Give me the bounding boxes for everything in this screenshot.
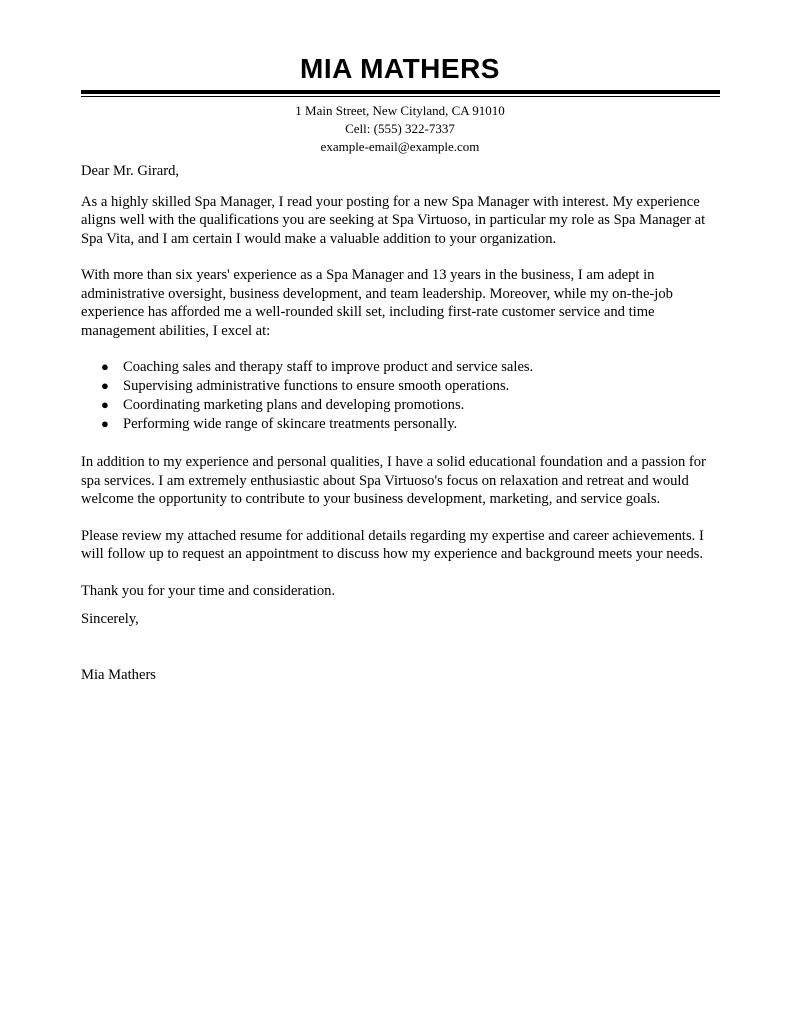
paragraph-followup: Please review my attached resume for additional details regarding my expertise and career achievements. I will follow up to request an appointment to discuss how my experience and background meets your needs. [81, 527, 704, 562]
paragraph-intro: As a highly skilled Spa Manager, I read your posting for a new Spa Manager with interest. My experience aligns well with the qualifications you are seeking at Spa Virtuoso, in particular my role as Spa Manager at Spa Vita, and I am certain I would make a valuable addition to your organization. [81, 193, 706, 247]
list-item-text: Performing wide range of skincare treatments personally. [123, 416, 458, 432]
contact-block [0, 102, 800, 156]
letter-body [81, 162, 726, 684]
paragraph-experience: With more than six years' experience as a Spa Manager and 13 years in the business, I am adept in administrative oversight, business development, and team leadership. Moreover, while my on-the-job experience has afforded me a well-rounded skill set, including first-rate customer service and time management abilities, I excel at: [81, 267, 673, 339]
phone-line: Cell: (555) 322-7337 [345, 121, 455, 136]
header-rule-thin [81, 96, 720, 97]
list-item [81, 377, 726, 396]
applicant-name-heading: MIA MATHERS [300, 53, 500, 84]
bullet-icon: ● [101, 378, 109, 393]
signature-name: Mia Mathers [81, 666, 156, 683]
bullet-icon: ● [101, 416, 109, 431]
list-item-text: Coordinating marketing plans and developing promotions. [123, 397, 465, 413]
list-item-text: Coaching sales and therapy staff to improve product and service sales. [123, 359, 534, 375]
bullet-icon: ● [101, 359, 109, 374]
list-item-text: Supervising administrative functions to ensure smooth operations. [123, 378, 510, 394]
address-line: 1 Main Street, New Cityland, CA 91010 [295, 103, 505, 118]
email-line: example-email@example.com [320, 139, 480, 154]
list-item [81, 358, 726, 377]
list-item [81, 415, 726, 434]
salutation: Dear Mr. Girard, [81, 163, 180, 179]
closing-line: Sincerely, [81, 611, 139, 627]
paragraph-education: In addition to my experience and personal qualities, I have a solid educational foundation and a passion for spa services. I am extremely enthusiastic about Spa Virtuoso's focus on relaxation and retreat and would welcome the opportunity to contribute to your business development, marketing, and service goals. [81, 454, 706, 507]
list-item [81, 396, 726, 415]
thanks-line: Thank you for your time and consideration. [81, 582, 336, 599]
skills-list [81, 358, 726, 434]
bullet-icon: ● [101, 397, 109, 412]
header-rule-thick [81, 90, 720, 94]
